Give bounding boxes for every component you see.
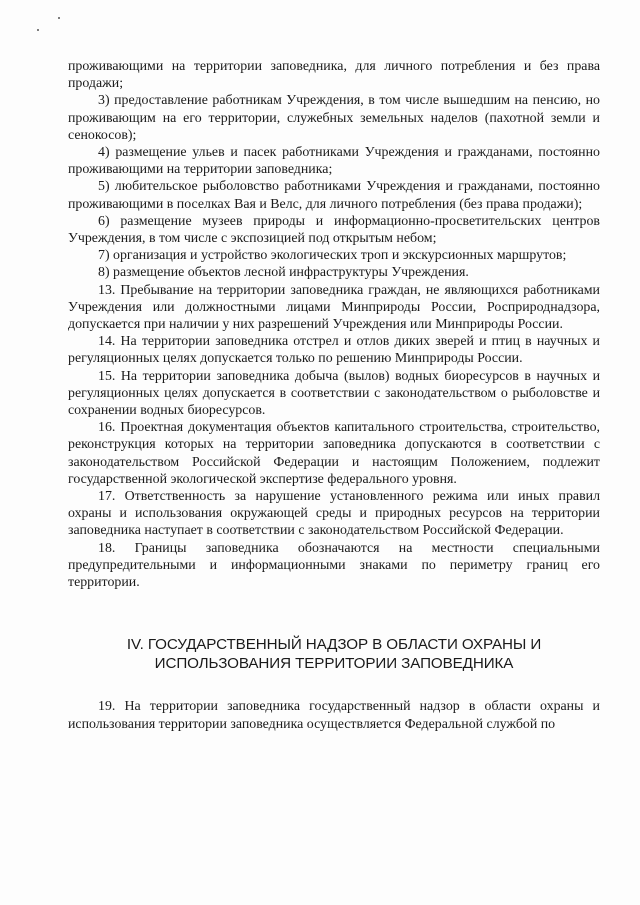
paragraph-item-4: 4) размещение ульев и пасек работниками Учреждения и гражданами, постоянно проживающими на территории заповедника; [68,145,600,178]
paragraph-item-6: 6) размещение музеев природы и информационно-просветительских центров Учреждения, в том числе с экспозицией под открытым небом; [68,213,600,247]
document-body [68,58,600,733]
paragraph-item-3: 3) предоставление работникам Учреждения, в том числе вышедшим на пенсию, но проживающим на его территории, служебных земельных наделов (пахотной земли и сенокосов); [68,93,600,143]
paragraph-17: 17. Ответственность за нарушение установленного режима или иных правил охраны и использования окружающей среды и природных ресурсов на территории заповедника наступает в соответствии с законодательством Российской Федерации. [68,489,600,539]
paragraph-13: 13. Пребывание на территории заповедника граждан, не являющихся работниками Учреждения или должностными лицами Минприроды России, Росприроднадзора, допускается при наличии у них разрешений Учреждения или Минприроды России. [68,282,600,333]
paragraph-15: 15. На территории заповедника добыча (вылов) водных биоресурсов в научных и регуляционных целях допускается в соответствии с законодательством о рыболовстве и сохранении водных биоресурсов. [68,368,600,419]
paragraph-item-7: 7) организация и устройство экологических троп и экскурсионных маршрутов; [98,248,567,264]
paragraph-19: 19. На территории заповедника государственный надзор в области охраны и использования территории заповедника осуществляется Федеральной службой по [68,699,600,732]
paragraph-14: 14. На территории заповедника отстрел и отлов диких зверей и птиц в научных и регуляционных целях допускается только по решению Минприроды России. [68,334,600,367]
section-heading [68,635,600,673]
section-heading-line-1: IV. ГОСУДАРСТВЕННЫЙ НАДЗОР В ОБЛАСТИ ОХРАНЫ И [126,636,542,654]
paragraph-continuation: проживающими на территории заповедника, для личного потребления и без права продажи; [68,59,600,92]
paragraph-item-8: 8) размещение объектов лесной инфраструктуры Учреждения. [98,265,469,281]
scan-speck [58,17,60,19]
paragraph-16: 16. Проектная документация объектов капитального строительства, строительство, реконструкция которых на территории заповедника допускаются в соответствии с законодательством Российской Федерации и настоящим Положением, подлежит государственной экологической экспертизе федерального уровня. [68,420,600,487]
paragraph-item-5: 5) любительское рыболовство работниками Учреждения и гражданами, постоянно проживающими в поселках Вая и Велс, для личного потребления (без права продажи); [68,179,600,212]
section-heading-line-2: ИСПОЛЬЗОВАНИЯ ТЕРРИТОРИИ ЗАПОВЕДНИКА [154,655,514,673]
paragraph-18: 18. Границы заповедника обозначаются на местности специальными предупредительными и информационными знаками по периметру границ его территории. [68,540,600,591]
scan-speck [37,29,39,31]
